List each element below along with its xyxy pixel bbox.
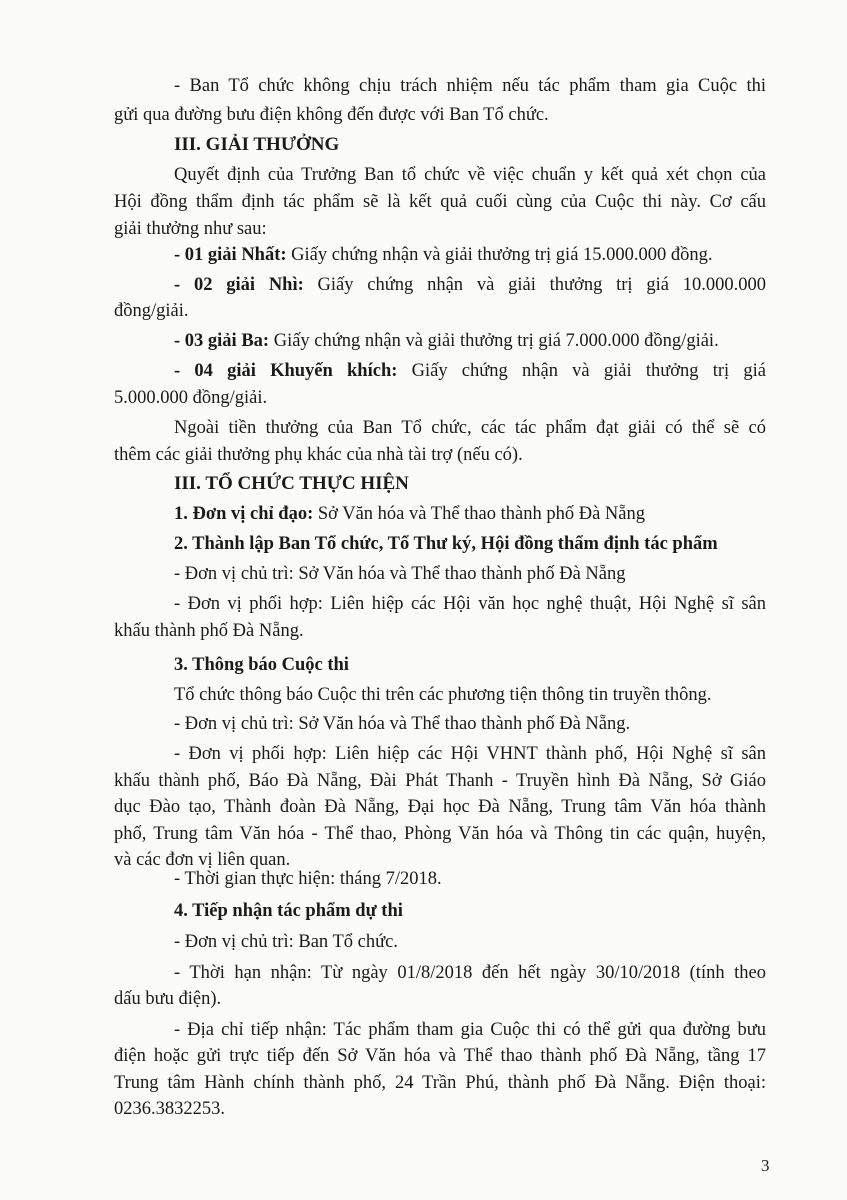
prize-encouragement (174, 359, 766, 383)
body-line: Ngoài tiền thưởng của Ban Tổ chức, các tác phẩm đạt giải có thể sẽ có (174, 418, 766, 438)
subsection-label: 1. Đơn vị chỉ đạo: (174, 504, 314, 524)
body-line: giải thưởng như sau: (114, 219, 267, 239)
body-line: 0236.3832253. (114, 1099, 225, 1119)
subsection-text: Sở Văn hóa và Thể thao thành phố Đà Nẵng (313, 504, 646, 524)
page-number: 3 (761, 1156, 770, 1175)
body-line: dục Đào tạo, Thành đoàn Đà Nẵng, Đại học Đà Nẵng, Trung tâm Văn hóa thành (114, 797, 766, 817)
body-line: dấu bưu điện). (114, 989, 222, 1009)
prize-third-text: Giấy chứng nhận và giải thưởng trị giá 7.000.000 đồng/giải. (269, 331, 719, 351)
body-line: - Ban Tổ chức không chịu trách nhiệm nếu tác phẩm tham gia Cuộc thi (174, 76, 766, 96)
prize-second (174, 273, 766, 297)
section-heading-implementation: III. TỔ CHỨC THỰC HIỆN (174, 473, 409, 494)
prize-third (174, 329, 719, 353)
prize-first-text: Giấy chứng nhận và giải thưởng trị giá 15.000.000 đồng. (286, 245, 713, 265)
body-line: đồng/giải. (114, 301, 189, 321)
body-line: Hội đồng thẩm định tác phẩm sẽ là kết quả cuối cùng của Cuộc thi này. Cơ cấu (114, 192, 766, 212)
body-line: - Đơn vị chủ trì: Sở Văn hóa và Thể thao thành phố Đà Nẵng (174, 564, 626, 584)
body-line: điện hoặc gửi trực tiếp đến Sở Văn hóa và Thể thao thành phố Đà Nẵng, tầng 17 (114, 1046, 766, 1066)
body-line: - Thời gian thực hiện: tháng 7/2018. (174, 869, 442, 889)
body-line: - Địa chỉ tiếp nhận: Tác phẩm tham gia Cuộc thi có thể gửi qua đường bưu (174, 1020, 766, 1040)
body-line: Trung tâm Hành chính thành phố, 24 Trần Phú, thành phố Đà Nẵng. Điện thoại: (114, 1073, 766, 1093)
section-heading-prizes: III. GIẢI THƯỞNG (174, 134, 340, 155)
prize-second-text: Giấy chứng nhận và giải thưởng trị giá 10.000.000 (303, 275, 766, 295)
body-line: thêm các giải thưởng phụ khác của nhà tài trợ (nếu có). (114, 445, 523, 465)
body-line: khấu thành phố Đà Nẵng. (114, 621, 304, 641)
subsection-directing-unit (174, 502, 645, 526)
body-line: Tổ chức thông báo Cuộc thi trên các phương tiện thông tin truyền thông. (174, 685, 712, 705)
body-line: 5.000.000 đồng/giải. (114, 388, 268, 408)
body-line: - Đơn vị chủ trì: Ban Tổ chức. (174, 932, 398, 952)
body-line: khấu thành phố, Báo Đà Nẵng, Đài Phát Thanh - Truyền hình Đà Nẵng, Sở Giáo (114, 771, 766, 791)
subsection-heading: 3. Thông báo Cuộc thi (174, 655, 349, 675)
body-line: và các đơn vị liên quan. (114, 850, 291, 870)
prize-encouragement-label: - 04 giải Khuyến khích: (174, 361, 398, 381)
body-line: - Đơn vị phối hợp: Liên hiệp các Hội VHNT thành phố, Hội Nghệ sĩ sân (174, 744, 766, 764)
subsection-heading: 2. Thành lập Ban Tổ chức, Tổ Thư ký, Hội đồng thẩm định tác phẩm (174, 534, 718, 554)
prize-third-label: - 03 giải Ba: (174, 331, 270, 351)
subsection-heading: 4. Tiếp nhận tác phẩm dự thi (174, 901, 403, 921)
prize-second-label: - 02 giải Nhì: (174, 275, 304, 295)
body-line: - Đơn vị chủ trì: Sở Văn hóa và Thể thao thành phố Đà Nẵng. (174, 714, 631, 734)
prize-first-label: - 01 giải Nhất: (174, 245, 287, 265)
body-line: gửi qua đường bưu điện không đến được với Ban Tổ chức. (114, 105, 549, 125)
prize-encouragement-text: Giấy chứng nhận và giải thưởng trị giá (397, 361, 766, 381)
body-line: - Đơn vị phối hợp: Liên hiệp các Hội văn học nghệ thuật, Hội Nghệ sĩ sân (174, 594, 766, 614)
prize-first (174, 243, 713, 267)
body-line: phố, Trung tâm Văn hóa - Thể thao, Phòng Văn hóa và Thông tin các quận, huyện, (114, 824, 766, 844)
body-line: Quyết định của Trưởng Ban tổ chức về việc chuẩn y kết quả xét chọn của (174, 165, 766, 185)
body-line: - Thời hạn nhận: Từ ngày 01/8/2018 đến hết ngày 30/10/2018 (tính theo (174, 963, 766, 983)
